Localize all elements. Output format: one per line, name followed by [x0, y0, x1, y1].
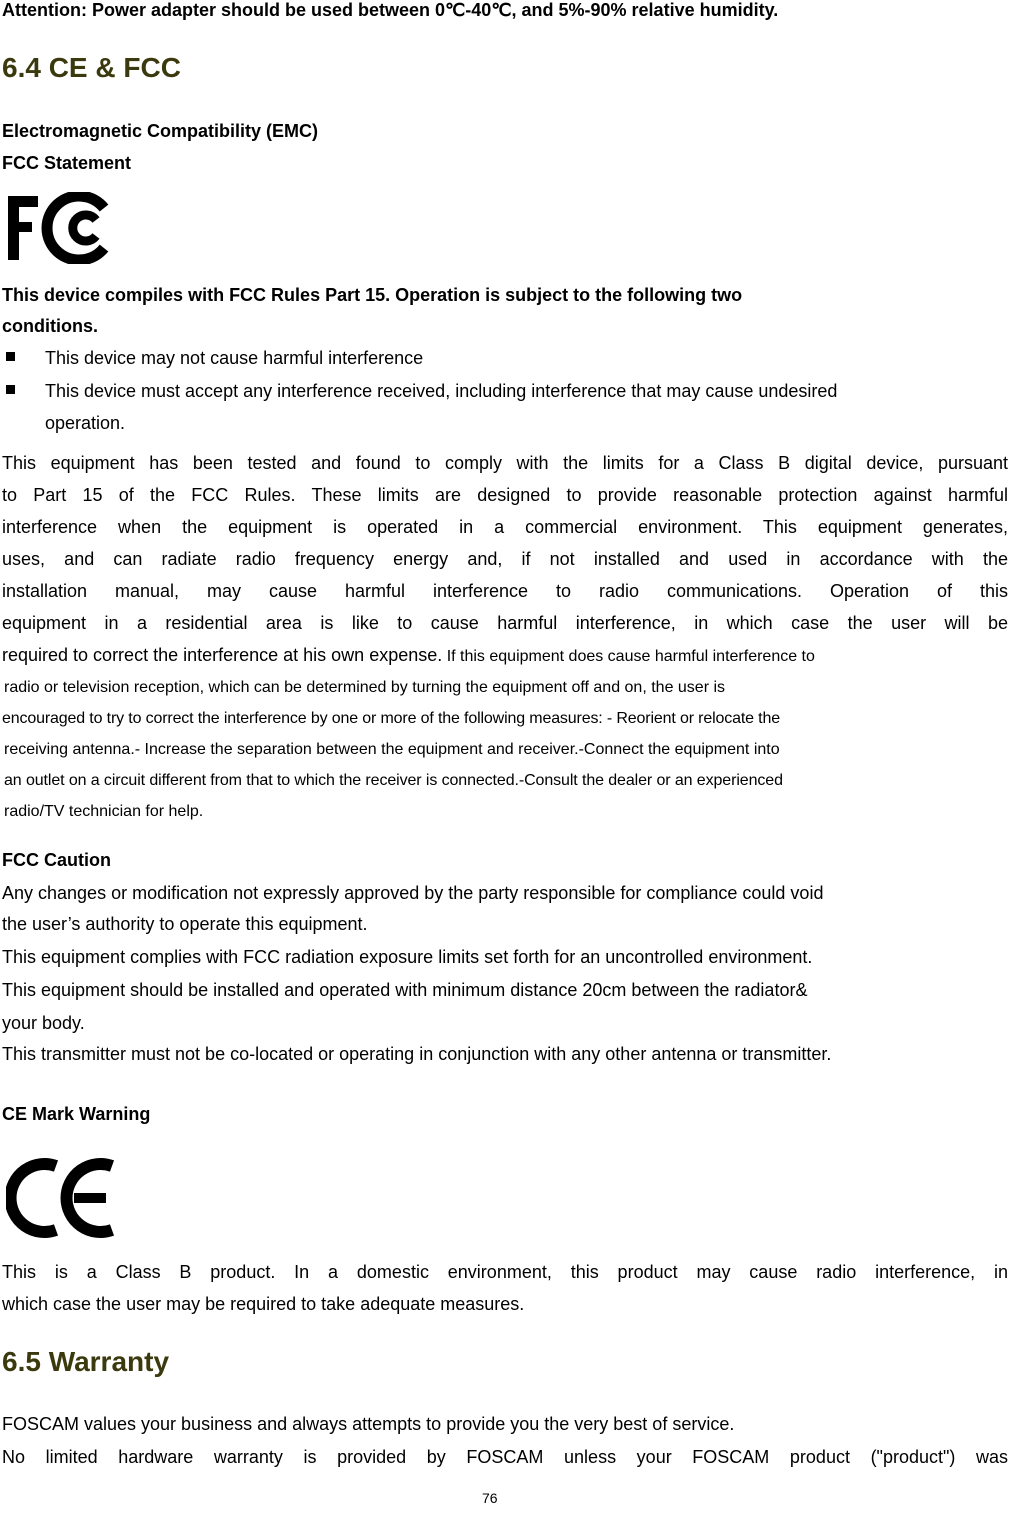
caution-line: the user’s authority to operate this equipment. [2, 914, 368, 934]
ce-text-line: which case the user may be required to take adequate measures. [2, 1294, 525, 1314]
compliance-line-1: This device compiles with FCC Rules Part 15. Operation is subject to the following two [2, 285, 743, 305]
caution-line: your body. [2, 1013, 85, 1033]
paragraph-last-line-part-a: required to correct the interference at his own expense. [2, 645, 443, 665]
paragraph-line: installation manual, may cause harmful interference to radio communications. Operation of this [2, 581, 1008, 601]
bullet-item-2: This device must accept any interference received, including interference that may cause undesired [45, 381, 838, 401]
measures-line: encouraged to try to correct the interference by one or more of the following measures: - Reorient or relocate the [2, 710, 780, 727]
caution-line: Any changes or modification not expressly approved by the party responsible for compliance could void [2, 883, 824, 903]
measures-line: an outlet on a circuit different from that to which the receiver is connected.-Consult the dealer or an experienced [4, 772, 783, 789]
fcc-caution-heading: FCC Caution [2, 850, 111, 870]
ce-warning-heading: CE Mark Warning [2, 1104, 151, 1124]
paragraph-line: equipment in a residential area is like to cause harmful interference, in which case the user will be [2, 613, 1008, 633]
warranty-line: No limited hardware warranty is provided by FOSCAM unless your FOSCAM product ("product") was [2, 1447, 1008, 1467]
caution-line: This transmitter must not be co-located or operating in conjunction with any other antenna or transmitter. [2, 1044, 832, 1064]
paragraph-line: to Part 15 of the FCC Rules. These limits are designed to provide reasonable protection against harmful [2, 485, 1008, 505]
bullet-square-icon [6, 352, 15, 361]
paragraph-last-line [2, 645, 815, 666]
measures-line: receiving antenna.- Increase the separation between the equipment and receiver.-Connect the equipment into [4, 741, 780, 758]
measures-line: radio/TV technician for help. [4, 803, 204, 820]
attention-note: Attention: Power adapter should be used between 0℃-40℃, and 5%-90% relative humidity. [2, 0, 779, 20]
fcc-statement-heading: FCC Statement [2, 153, 132, 173]
bullet-item-2-continuation: operation. [45, 413, 126, 433]
ce-text-line: This is a Class B product. In a domestic environment, this product may cause radio interference, in [2, 1262, 1008, 1282]
paragraph-last-line-part-b: If this equipment does cause harmful interference to [442, 648, 815, 665]
bullet-item-1: This device may not cause harmful interference [45, 348, 424, 368]
section-title-ce-fcc: 6.4 CE & FCC [2, 52, 181, 83]
paragraph-line: This equipment has been tested and found to comply with the limits for a Class B digital device, pursuant [2, 453, 1008, 473]
warranty-line: FOSCAM values your business and always attempts to provide you the very best of service. [2, 1414, 735, 1434]
emc-heading: Electromagnetic Compatibility (EMC) [2, 121, 319, 141]
fcc-logo [6, 192, 114, 264]
measures-line: radio or television reception, which can be determined by turning the equipment off and on, the user is [4, 679, 726, 696]
page-number: 76 [482, 1490, 498, 1506]
paragraph-line: uses, and can radiate radio frequency energy and, if not installed and used in accordance with the [2, 549, 1008, 569]
bullet-square-icon [6, 385, 15, 394]
caution-line: This equipment complies with FCC radiation exposure limits set forth for an uncontrolled environment. [2, 947, 813, 967]
caution-line: This equipment should be installed and operated with minimum distance 20cm between the radiator& [2, 980, 808, 1000]
compliance-line-2: conditions. [2, 316, 98, 336]
paragraph-line: interference when the equipment is operated in a commercial environment. This equipment generates, [2, 517, 1008, 537]
section-title-warranty: 6.5 Warranty [2, 1346, 170, 1377]
ce-logo [6, 1150, 118, 1244]
